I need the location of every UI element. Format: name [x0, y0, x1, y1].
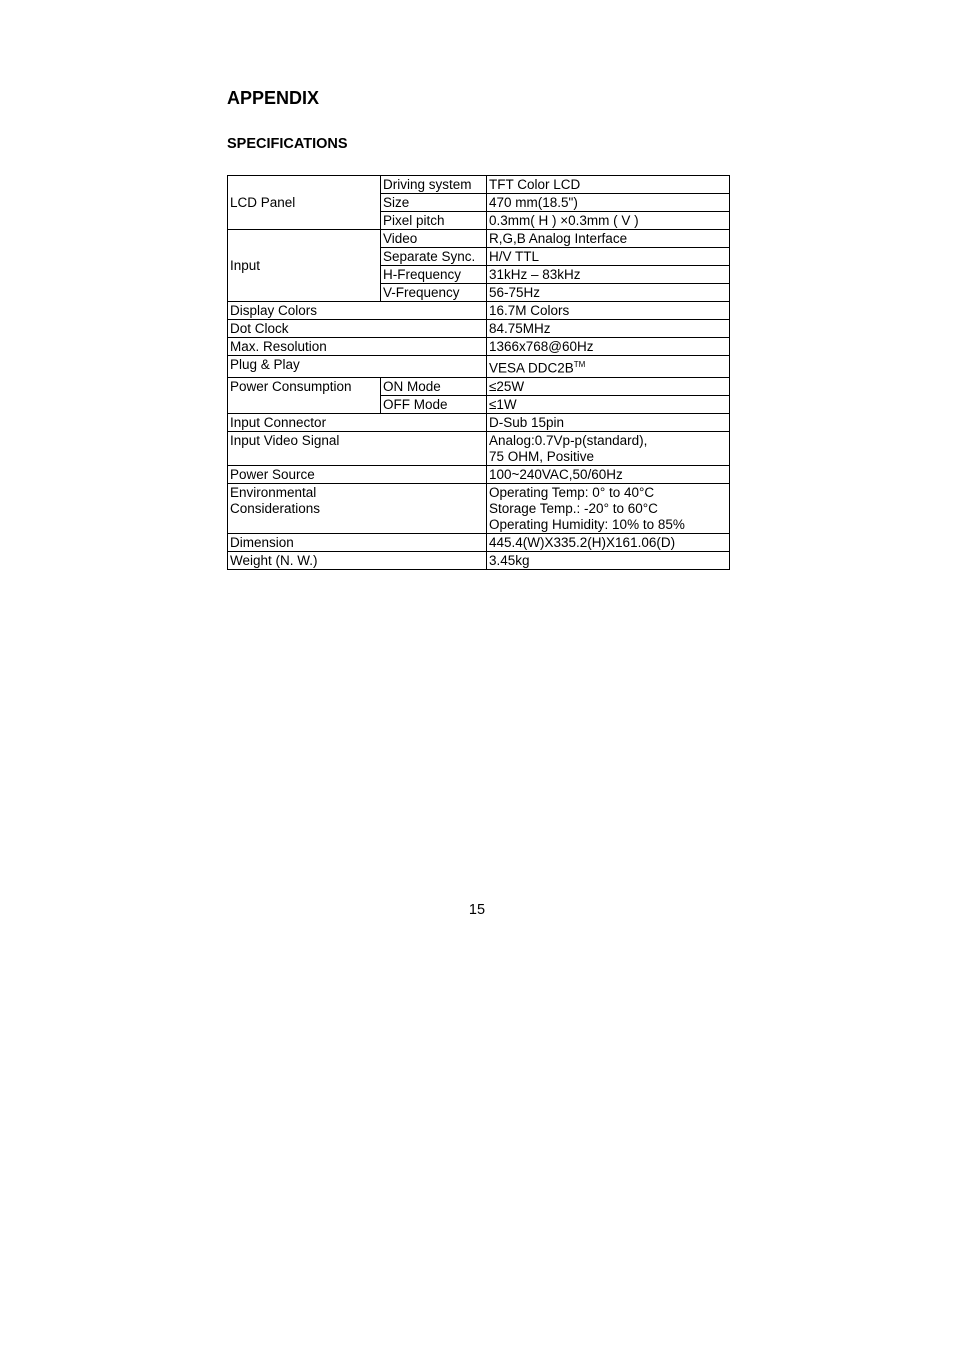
table-row	[228, 551, 730, 569]
spec-value: 84.75MHz	[487, 320, 730, 338]
table-row	[228, 176, 730, 194]
sub-label: Size	[381, 194, 487, 212]
sub-label: Driving system	[381, 176, 487, 194]
table-row	[228, 413, 730, 431]
spec-value: 1366x768@60Hz	[487, 338, 730, 356]
row-label-power-consumption: Power Consumption	[228, 377, 381, 413]
sub-label: Separate Sync.	[381, 248, 487, 266]
table-row	[228, 302, 730, 320]
spec-value: D-Sub 15pin	[487, 413, 730, 431]
table-row	[228, 356, 730, 378]
sub-label: Pixel pitch	[381, 212, 487, 230]
spec-value: H/V TTL	[487, 248, 730, 266]
spec-value: ≤25W	[487, 377, 730, 395]
spec-value: 470 mm(18.5")	[487, 194, 730, 212]
value-line: Storage Temp.: -20° to 60°C	[489, 500, 658, 516]
sub-label: OFF Mode	[381, 395, 487, 413]
row-label: Dimension	[228, 533, 487, 551]
sub-label: H-Frequency	[381, 266, 487, 284]
table-row	[228, 230, 730, 248]
sub-label: V-Frequency	[381, 284, 487, 302]
spec-value: 56-75Hz	[487, 284, 730, 302]
page-number: 15	[468, 902, 486, 918]
table-row	[228, 431, 730, 465]
row-label: Max. Resolution	[228, 338, 487, 356]
table-row	[228, 320, 730, 338]
row-label: Input Video Signal	[228, 431, 487, 465]
row-label-input: Input	[228, 230, 381, 302]
row-label	[228, 483, 487, 533]
page-title: APPENDIX	[227, 88, 320, 108]
row-label: Weight (N. W.)	[228, 551, 487, 569]
sub-label: ON Mode	[381, 377, 487, 395]
spec-value: 445.4(W)X335.2(H)X161.06(D)	[487, 533, 730, 551]
sub-label: Video	[381, 230, 487, 248]
table-row	[228, 338, 730, 356]
label-line: Environmental	[230, 484, 317, 500]
table-row	[228, 483, 730, 533]
spec-value: 100~240VAC,50/60Hz	[487, 465, 730, 483]
spec-value	[487, 483, 730, 533]
specifications-table	[227, 175, 730, 570]
table-row	[228, 377, 730, 395]
label-line: Considerations	[230, 500, 321, 516]
trademark-mark: TM	[573, 360, 586, 369]
spec-value: ≤1W	[487, 395, 730, 413]
table-row	[228, 465, 730, 483]
plug-play-value: VESA DDC2B	[489, 360, 574, 376]
spec-value	[487, 356, 730, 378]
table-row	[228, 533, 730, 551]
spec-value: TFT Color LCD	[487, 176, 730, 194]
row-label-lcd-panel: LCD Panel	[228, 176, 381, 230]
spec-value: 3.45kg	[487, 551, 730, 569]
value-line: Operating Humidity: 10% to 85%	[489, 516, 685, 532]
row-label: Dot Clock	[228, 320, 487, 338]
row-label: Input Connector	[228, 413, 487, 431]
row-label: Power Source	[228, 465, 487, 483]
spec-value: 16.7M Colors	[487, 302, 730, 320]
section-title: SPECIFICATIONS	[227, 136, 348, 152]
spec-value: R,G,B Analog Interface	[487, 230, 730, 248]
spec-value	[487, 431, 730, 465]
row-label: Plug & Play	[228, 356, 487, 378]
spec-value: 31kHz – 83kHz	[487, 266, 730, 284]
spec-value: 0.3mm( H ) ×0.3mm ( V )	[487, 212, 730, 230]
value-line: 75 OHM, Positive	[489, 448, 595, 464]
value-line: Operating Temp: 0° to 40°C	[489, 484, 655, 500]
value-line: Analog:0.7Vp-p(standard),	[489, 432, 648, 448]
row-label: Display Colors	[228, 302, 487, 320]
